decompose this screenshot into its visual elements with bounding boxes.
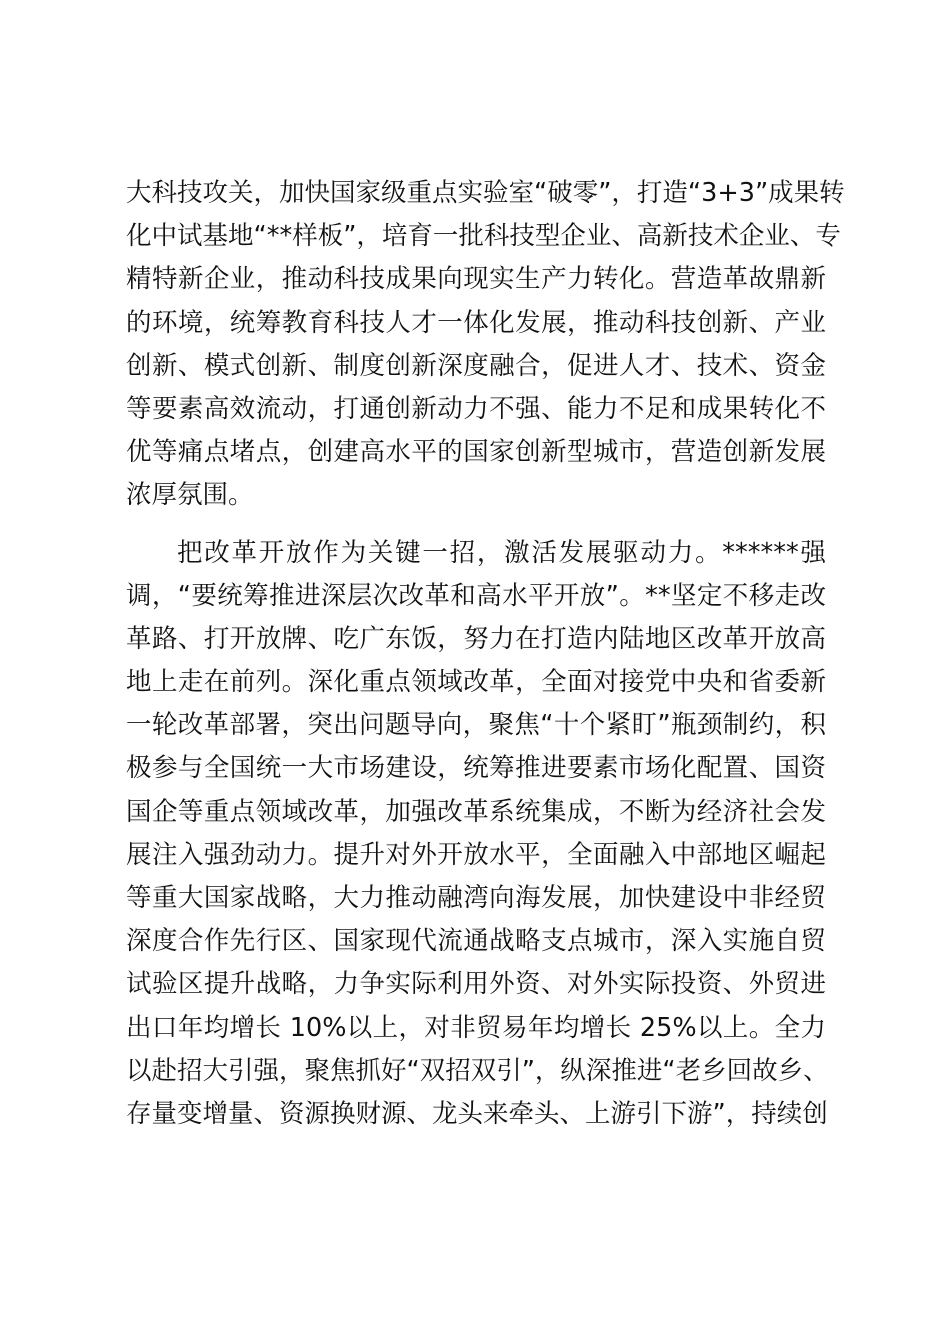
text-line: 试验区提升战略，力争实际利用外资、对外实际投资、外贸进 [126,969,826,1000]
paragraph-1 [126,172,845,518]
text-line: 等要素高效流动，打通创新动力不强、能力不足和成果转化不 [126,393,826,424]
text-line: 极参与全国统一大市场建设，统筹推进要素市场化配置、国资 [126,753,826,784]
text-line: 优等痛点堵点，创建高水平的国家创新型城市，营造创新发展 [126,437,826,468]
document-body [126,172,845,1136]
text-line: 精特新企业，推动科技成果向现实生产力转化。营造革故鼎新 [126,264,826,295]
text-line: 展注入强劲动力。提升对外开放水平，全面融入中部地区崛起 [126,839,826,870]
text-line: 一轮改革部署，突出问题导向，聚焦“十个紧盯”瓶颈制约，积 [126,710,826,741]
text-line: 出口年均增长 10%以上，对非贸易年均增长 25%以上。全力 [126,1012,826,1043]
text-line: 等重大国家战略，大力推动融湾向海发展，加快建设中非经贸 [126,883,826,913]
text-line: 国企等重点领域改革，加强改革系统集成，不断为经济社会发 [126,796,826,827]
paragraph-2 [126,532,829,1137]
text-line: 创新、模式创新、制度创新深度融合，促进人才、技术、资金 [126,350,826,381]
text-line-first: 把改革开放作为关键一招，激活发展驱动力。******强 [177,537,826,568]
text-line: 革路、打开放牌、吃广东饭，努力在打造内陆地区改革开放高 [126,623,826,654]
text-line: 深度合作先行区、国家现代流通战略支点城市，深入实施自贸 [126,926,826,957]
text-line: 调，“要统筹推进深层次改革和高水平开放”。**坚定不移走改 [126,580,826,611]
text-line-last: 浓厚氛围。 [126,480,254,511]
text-line: 以赴招大引强，聚焦抓好“双招双引”，纵深推进“老乡回故乡、 [126,1055,829,1086]
paragraph-spacer [126,518,826,532]
text-line: 地上走在前列。深化重点领域改革，全面对接党中央和省委新 [126,667,826,698]
text-line: 大科技攻关，加快国家级重点实验室“破零”，打造“3+3”成果转 [126,178,845,208]
text-line: 的环境，统筹教育科技人才一体化发展，推动科技创新、产业 [126,307,826,338]
text-line: 存量变增量、资源换财源、龙头来牵头、上游引下游”，持续创 [126,1098,828,1129]
text-line: 化中试基地“**样板”，培育一批科技型企业、高新技术企业、专 [126,221,841,252]
